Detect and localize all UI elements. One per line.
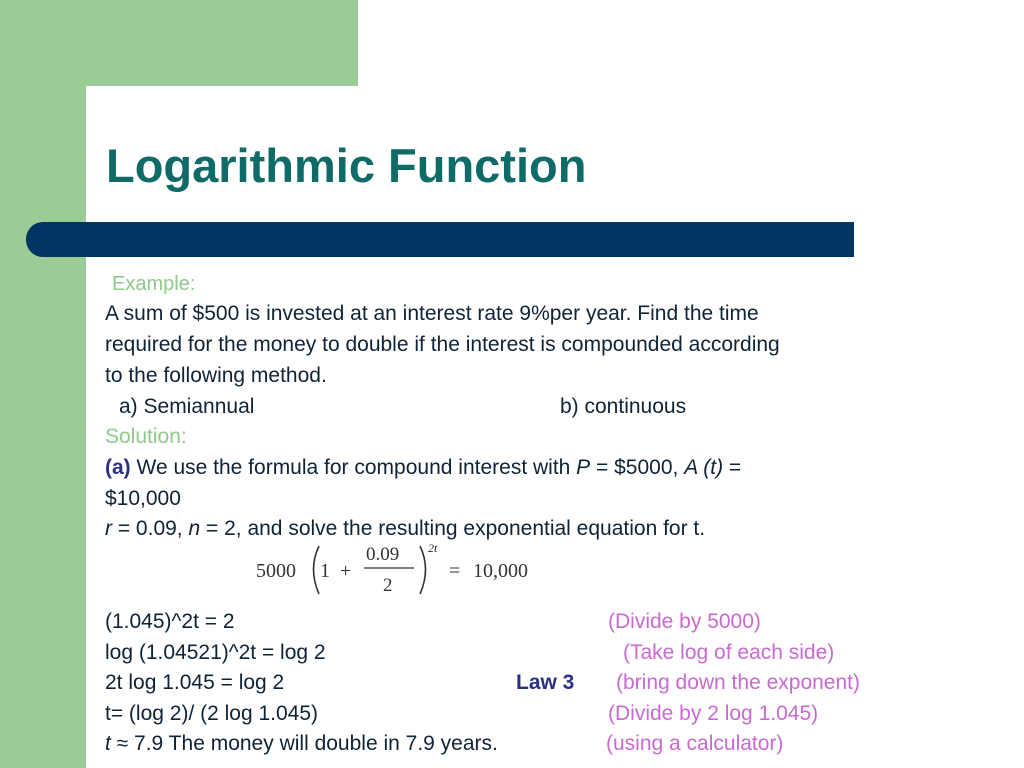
- p-value: = $5000,: [590, 456, 685, 479]
- step-4-equation: t= (log 2)/ (2 log 1.045): [105, 702, 319, 725]
- step-1-equation: (1.045)^2t = 2: [105, 610, 235, 633]
- problem-line-3: to the following method.: [105, 364, 327, 387]
- formula-one: 1: [320, 560, 330, 582]
- r-variable: r: [105, 517, 112, 540]
- slide-title: Logarithmic Function: [106, 139, 587, 192]
- t-variable: t: [105, 732, 111, 755]
- formula-right-paren: [420, 546, 426, 594]
- example-label: Example:: [112, 273, 196, 295]
- problem-line-2: required for the money to double if the interest is compounded according: [105, 333, 780, 356]
- formula-plus: +: [340, 560, 352, 582]
- formula-result: 10,000: [473, 560, 528, 582]
- part-a-line-2: $10,000: [105, 487, 181, 510]
- formula-principal: 5000: [256, 560, 296, 582]
- r-value: = 0.09,: [112, 517, 189, 540]
- p-variable: P: [576, 456, 591, 479]
- title-underline-bar: [26, 222, 854, 257]
- compound-interest-formula: [252, 538, 552, 600]
- part-a-text: We use the formula for compound interest with: [130, 456, 577, 479]
- problem-line-1: A sum of $500 is invested at an interest rate 9%per year. Find the time: [105, 302, 759, 325]
- green-top-band: [0, 0, 358, 86]
- a-variable: A (t): [684, 456, 724, 479]
- formula-exponent: 2t: [428, 541, 438, 555]
- part-a-line-1: [105, 455, 741, 481]
- step-5-note: (using a calculator): [606, 732, 784, 755]
- step-1-note: (Divide by 5000): [608, 610, 761, 633]
- solution-label: Solution:: [105, 425, 187, 448]
- formula-equals: =: [449, 560, 461, 582]
- a-value: =: [723, 456, 742, 479]
- formula-numerator: 0.09: [366, 544, 400, 565]
- n-variable: n: [188, 517, 201, 540]
- step-3-law: Law 3: [516, 671, 575, 694]
- n-value: = 2, and solve the resulting exponential equation for t.: [200, 517, 706, 540]
- green-side-band: [0, 0, 86, 768]
- step-5-text: ≈ 7.9 The money will double in 7.9 years.: [110, 732, 498, 755]
- step-5-equation: [105, 731, 498, 757]
- step-2-equation: log (1.04521)^2t = log 2: [105, 641, 326, 664]
- formula-denominator: 2: [383, 575, 393, 596]
- option-a: a) Semiannual: [119, 395, 255, 418]
- option-b: b) continuous: [560, 395, 687, 418]
- step-3-note: (bring down the exponent): [616, 671, 860, 694]
- step-4-note: (Divide by 2 log 1.045): [608, 702, 819, 725]
- step-3-equation: 2t log 1.045 = log 2: [105, 671, 285, 694]
- step-2-note: (Take log of each side): [623, 641, 835, 664]
- formula-left-paren: [314, 546, 320, 594]
- part-a-label: (a): [105, 456, 131, 479]
